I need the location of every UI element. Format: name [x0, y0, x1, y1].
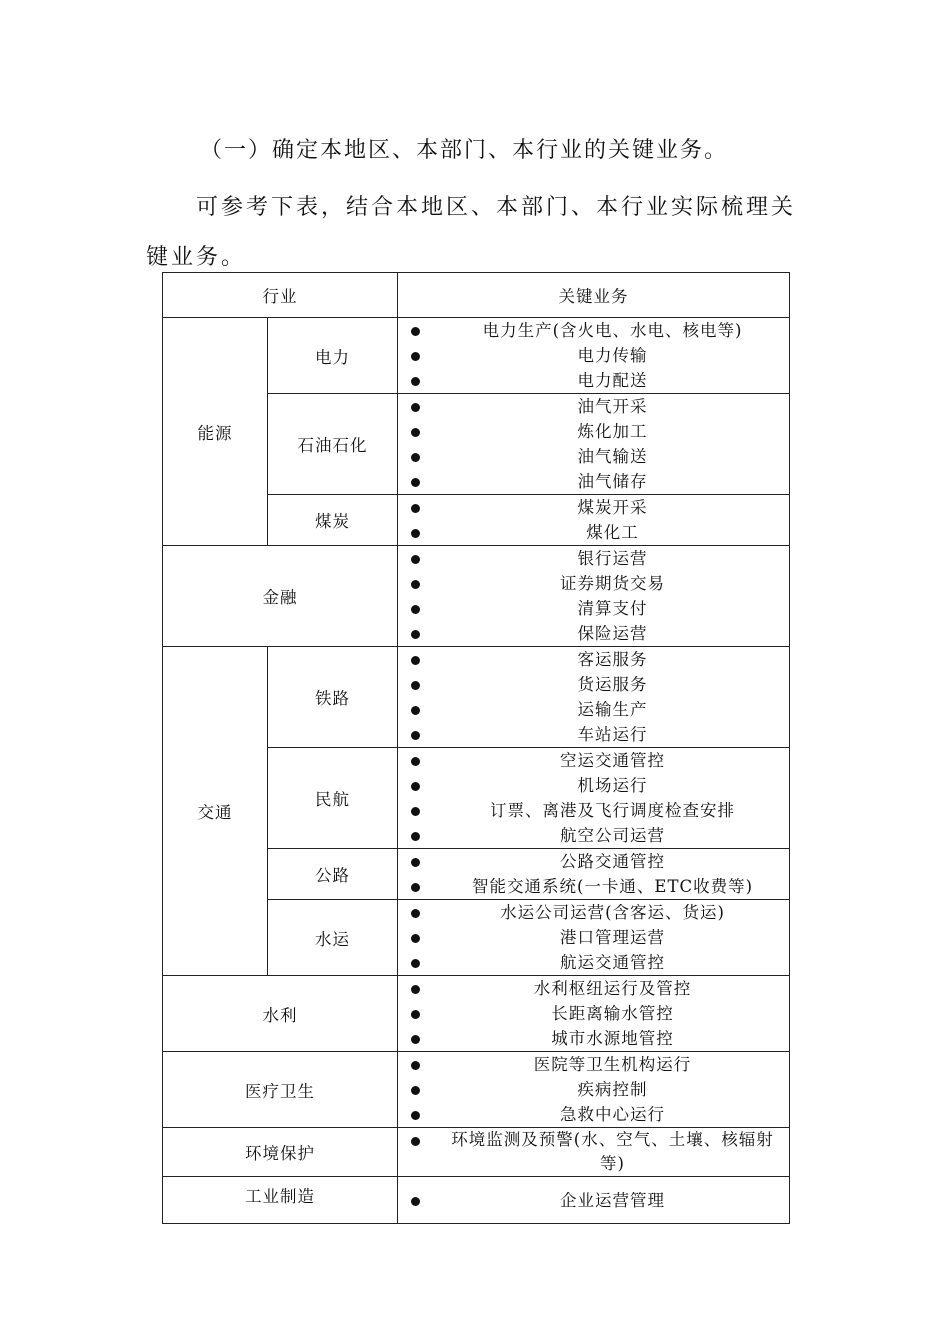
list-item-text: 电力传输	[577, 346, 648, 365]
list-item	[398, 1026, 789, 1051]
category-energy: 能源	[163, 318, 268, 546]
list-item	[398, 621, 789, 646]
bullet-icon	[398, 697, 432, 722]
list-item	[398, 823, 789, 848]
table-header-row	[163, 273, 790, 318]
list-item-text: 电力配送	[577, 371, 648, 390]
subcategory-rail: 铁路	[268, 647, 398, 748]
business-list	[398, 1128, 790, 1177]
list-item-text: 长距离输水管控	[551, 1004, 674, 1023]
bullet-icon	[398, 1102, 432, 1127]
list-item	[398, 773, 789, 798]
header-industry: 行业	[163, 273, 398, 318]
list-item	[398, 1001, 789, 1026]
list-item	[398, 1188, 789, 1213]
bullet-icon	[398, 823, 432, 848]
bullet-icon	[398, 1001, 432, 1026]
business-list	[398, 748, 790, 849]
bullet-icon	[398, 419, 432, 444]
list-item	[398, 925, 789, 950]
list-item	[398, 950, 789, 975]
list-item	[398, 672, 789, 697]
list-item	[398, 697, 789, 722]
list-item-text: 急救中心运行	[560, 1105, 665, 1124]
bullet-icon	[398, 343, 432, 368]
bullet-icon	[398, 546, 432, 571]
bullet-icon	[398, 900, 432, 925]
category-transport: 交通	[163, 647, 268, 976]
list-item-text: 油气开采	[577, 397, 648, 416]
business-list	[398, 1177, 790, 1224]
list-item	[398, 520, 789, 545]
bullet-icon	[398, 621, 432, 646]
table-row	[163, 318, 790, 394]
list-item-text: 车站运行	[577, 725, 648, 744]
category-industry: 工业制造	[163, 1177, 398, 1224]
list-item-text: 油气输送	[577, 447, 648, 466]
business-list	[398, 1052, 790, 1128]
key-business-table	[162, 272, 790, 1224]
list-item	[398, 1077, 789, 1102]
intro-paragraph: 可参考下表，结合本地区、本部门、本行业实际梳理关键业务。	[146, 195, 797, 270]
list-item-text: 电力生产(含火电、水电、核电等)	[482, 321, 743, 340]
bullet-icon	[398, 495, 432, 520]
bullet-icon	[398, 849, 432, 874]
bullet-icon	[398, 520, 432, 545]
list-item-text: 环境监测及预警(水、空气、土壤、核辐射等)	[451, 1130, 774, 1173]
list-item	[398, 419, 789, 444]
bullet-icon	[398, 368, 432, 393]
bullet-icon	[398, 672, 432, 697]
list-item	[398, 444, 789, 469]
list-item	[398, 318, 789, 343]
list-item-text: 银行运营	[577, 549, 648, 568]
table-row	[163, 1128, 790, 1177]
list-item	[398, 1128, 789, 1176]
category-finance: 金融	[163, 546, 398, 647]
list-item-text: 港口管理运营	[560, 928, 665, 947]
bullet-icon	[398, 647, 432, 672]
list-item-text: 公路交通管控	[560, 852, 665, 871]
business-list	[398, 318, 790, 394]
list-item	[398, 722, 789, 747]
bullet-icon	[398, 925, 432, 950]
list-item-text: 保险运营	[577, 624, 648, 643]
subcategory-road: 公路	[268, 849, 398, 900]
header-business: 关键业务	[398, 273, 790, 318]
bullet-icon	[398, 394, 432, 419]
bullet-icon	[398, 748, 432, 773]
list-item	[398, 571, 789, 596]
list-item	[398, 900, 789, 925]
list-item-text: 清算支付	[577, 599, 648, 618]
subcategory-aviation: 民航	[268, 748, 398, 849]
table-row	[163, 1177, 790, 1224]
section-heading: （一）确定本地区、本部门、本行业的关键业务。	[200, 138, 729, 163]
list-item	[398, 546, 789, 571]
bullet-icon	[398, 773, 432, 798]
list-item-text: 运输生产	[577, 700, 648, 719]
list-item-text: 客运服务	[577, 650, 648, 669]
bullet-icon	[398, 571, 432, 596]
business-list	[398, 394, 790, 495]
table-row	[163, 1052, 790, 1128]
bullet-icon	[398, 1077, 432, 1102]
list-item	[398, 647, 789, 672]
list-item	[398, 596, 789, 621]
bullet-icon	[398, 469, 432, 494]
business-list	[398, 900, 790, 976]
list-item-text: 航运交通管控	[560, 953, 665, 972]
business-list	[398, 849, 790, 900]
list-item	[398, 748, 789, 773]
business-list	[398, 546, 790, 647]
subcategory-petrochemical: 石油石化	[268, 394, 398, 495]
bullet-icon	[398, 1026, 432, 1051]
bullet-icon	[398, 1188, 432, 1213]
list-item-text: 炼化加工	[577, 422, 648, 441]
list-item	[398, 495, 789, 520]
list-item-text: 智能交通系统(一卡通、ETC收费等)	[471, 877, 754, 896]
list-item-text: 煤炭开采	[577, 498, 648, 517]
list-item	[398, 976, 789, 1001]
bullet-icon	[398, 444, 432, 469]
business-list	[398, 976, 790, 1052]
table-row	[163, 647, 790, 748]
subcategory-waterway: 水运	[268, 900, 398, 976]
list-item	[398, 1052, 789, 1077]
list-item-text: 航空公司运营	[560, 826, 665, 845]
list-item	[398, 368, 789, 393]
category-environment: 环境保护	[163, 1128, 398, 1177]
list-item-text: 水利枢纽运行及管控	[533, 979, 692, 998]
category-health: 医疗卫生	[163, 1052, 398, 1128]
list-item	[398, 1102, 789, 1127]
bullet-icon	[398, 1128, 432, 1153]
list-item	[398, 394, 789, 419]
subcategory-power: 电力	[268, 318, 398, 394]
list-item-text: 疾病控制	[577, 1080, 648, 1099]
list-item-text: 煤化工	[586, 523, 639, 542]
list-item	[398, 849, 789, 874]
table-row	[163, 976, 790, 1052]
list-item	[398, 469, 789, 494]
list-item-text: 空运交通管控	[560, 751, 665, 770]
list-item-text: 订票、离港及飞行调度检查安排	[490, 801, 735, 820]
business-list	[398, 647, 790, 748]
table-row	[163, 546, 790, 647]
bullet-icon	[398, 596, 432, 621]
list-item-text: 机场运行	[577, 776, 648, 795]
bullet-icon	[398, 950, 432, 975]
bullet-icon	[398, 874, 432, 899]
category-water-conservancy: 水利	[163, 976, 398, 1052]
list-item-text: 企业运营管理	[560, 1190, 665, 1210]
bullet-icon	[398, 976, 432, 1001]
subcategory-coal: 煤炭	[268, 495, 398, 546]
list-item-text: 医院等卫生机构运行	[533, 1055, 692, 1074]
business-list	[398, 495, 790, 546]
list-item-text: 油气储存	[577, 472, 648, 491]
list-item-text: 证券期货交易	[560, 574, 665, 593]
bullet-icon	[398, 1052, 432, 1077]
bullet-icon	[398, 318, 432, 343]
list-item	[398, 874, 789, 899]
list-item	[398, 343, 789, 368]
list-item-text: 货运服务	[577, 675, 648, 694]
bullet-icon	[398, 798, 432, 823]
list-item-text: 城市水源地管控	[551, 1029, 674, 1048]
bullet-icon	[398, 722, 432, 747]
list-item-text: 水运公司运营(含客运、货运)	[500, 903, 725, 922]
list-item	[398, 798, 789, 823]
